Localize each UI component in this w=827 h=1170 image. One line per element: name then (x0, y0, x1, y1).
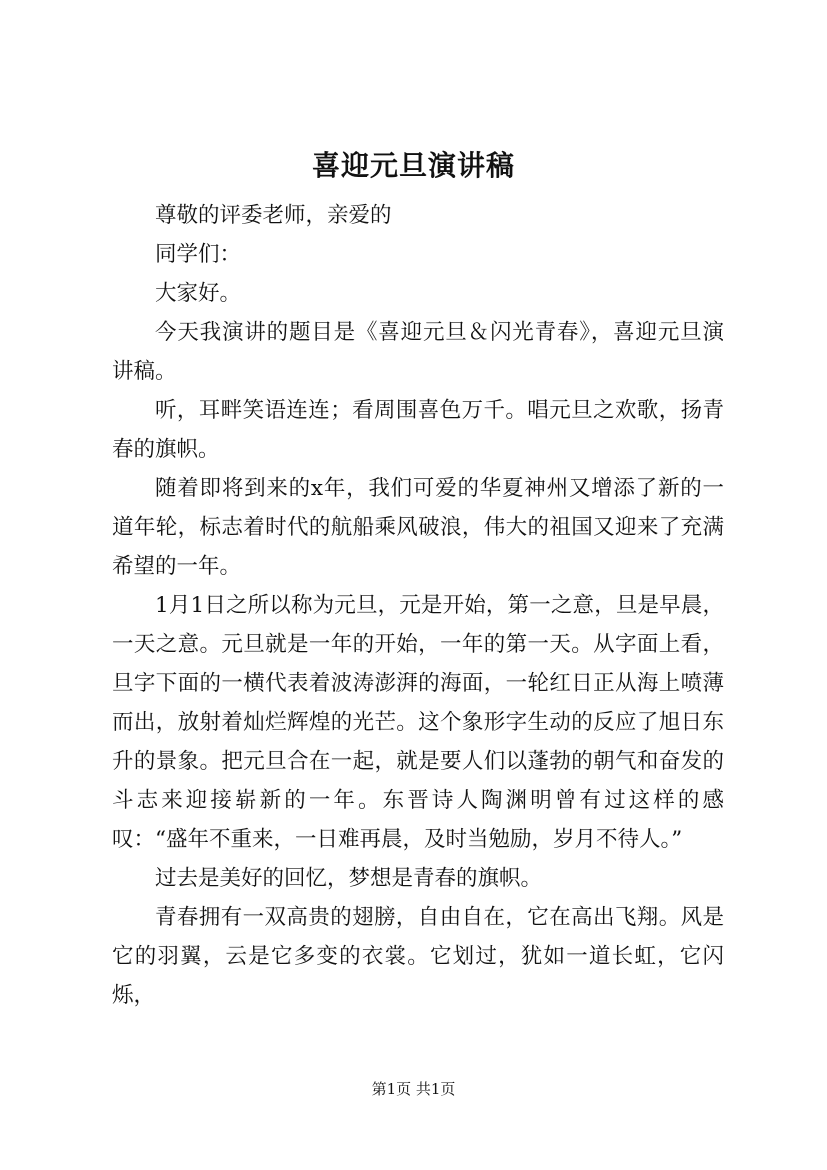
paragraph-greeting: 大家好。 (155, 281, 242, 306)
paragraph-topic: 今天我演讲的题目是《喜迎元旦＆闪光青春》，喜迎元旦演讲稿。 (112, 320, 724, 384)
paragraph-listen: 听，耳畔笑语连连；看周围喜色万千。唱元旦之欢歌，扬青春的旗帜。 (112, 398, 724, 462)
paragraph-salutation-1: 尊敬的评委老师，亲爱的 (155, 203, 392, 228)
paragraph-memories: 过去是美好的回忆，梦想是青春的旗帜。 (155, 866, 543, 891)
document-body (112, 196, 724, 1015)
paragraph-yuandan-meaning: 1月1日之所以称为元旦，元是开始，第一之意，旦是早晨，一天之意。元旦就是一年的开始，一年的第一天。从字面上看，旦字下面的一横代表着波涛澎湃的海面，一轮红日正从海上喷薄而出，放射着灿烂辉煌的光芒。这个象形字生动的反应了旭日东升的景象。把元旦合在一起，就是要人们以蓬勃的朝气和奋发的斗志来迎接崭新的一年。东晋诗人陶渊明曾有过这样的感叹：“盛年不重来，一日难再晨，及时当勉励，岁月不待人。” (112, 593, 724, 852)
page-footer: 第1页 共1页 (371, 1080, 456, 1098)
document-title: 喜迎元旦演讲稿 (311, 149, 515, 182)
paragraph-salutation-2: 同学们： (155, 242, 242, 267)
paragraph-new-year: 随着即将到来的x年，我们可爱的华夏神州又增添了新的一道年轮，标志着时代的航船乘风破浪，伟大的祖国又迎来了充满希望的一年。 (112, 476, 724, 579)
paragraph-youth: 青春拥有一双高贵的翅膀，自由自在，它在高出飞翔。风是它的羽翼，云是它多变的衣裳。它划过，犹如一道长虹，它闪烁， (112, 905, 724, 1008)
